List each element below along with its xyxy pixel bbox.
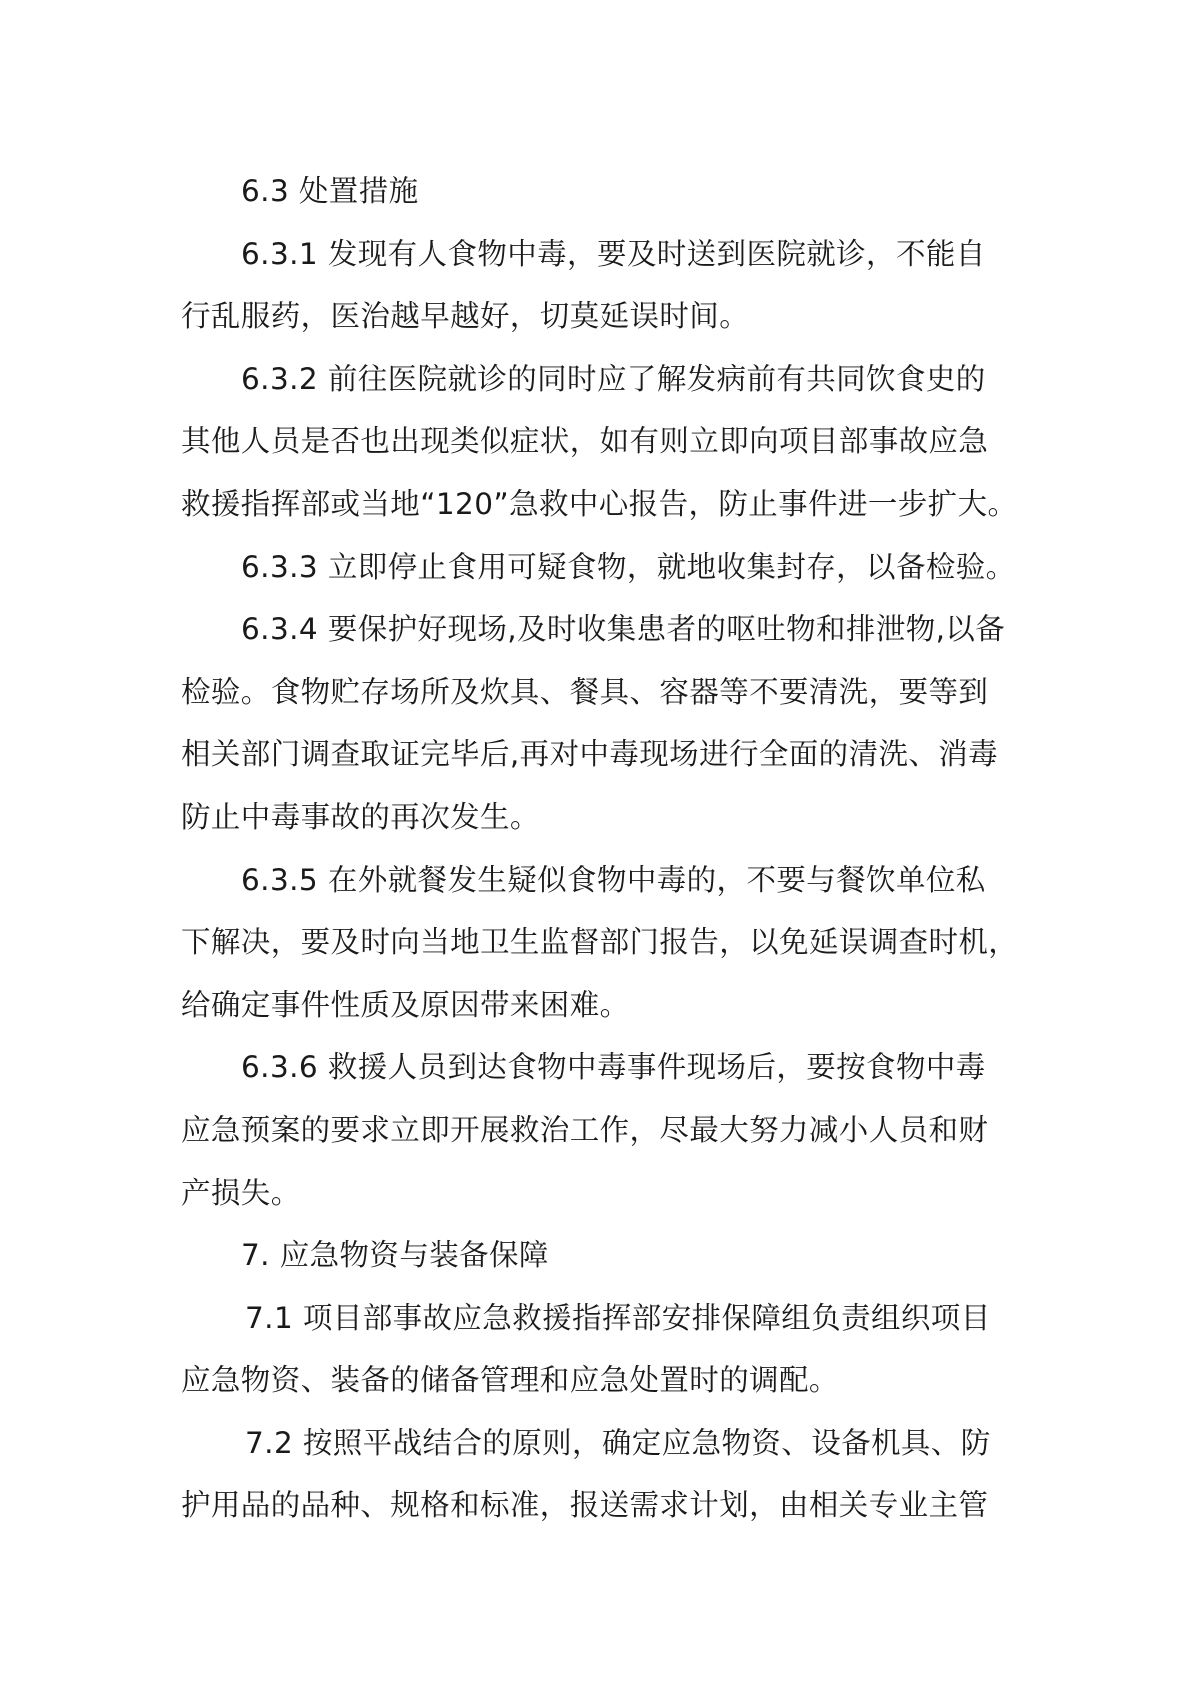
paragraph-line: 救援指挥部或当地“120”急救中心报告，防止事件进一步扩大。 bbox=[181, 486, 1018, 521]
paragraph-line: 应急物资、装备的储备管理和应急处置时的调配。 bbox=[181, 1363, 839, 1398]
document-body bbox=[181, 160, 1041, 1537]
paragraph-line: 下解决，要及时向当地卫生监督部门报告，以免延误调查时机， bbox=[181, 925, 1019, 960]
paragraph-line: 行乱服药，医治越早越好，切莫延误时间。 bbox=[181, 299, 750, 334]
paragraph-line: 7.2 按照平战结合的原则，确定应急物资、设备机具、防 bbox=[245, 1425, 991, 1460]
paragraph-line: 检验。食物贮存场所及炊具、餐具、容器等不要清洗，要等到 bbox=[181, 674, 989, 709]
paragraph-line: 6.3.6 救援人员到达食物中毒事件现场后，要按食物中毒 bbox=[241, 1050, 986, 1085]
paragraph-line: 6.3.3 立即停止食用可疑食物，就地收集封存，以备检验。 bbox=[241, 549, 1016, 584]
section-heading-6-3: 6.3 处置措施 bbox=[241, 174, 419, 208]
paragraph-line: 6.3.2 前往医院就诊的同时应了解发病前有共同饮食史的 bbox=[241, 361, 986, 396]
paragraph-line: 给确定事件性质及原因带来困难。 bbox=[181, 987, 630, 1022]
paragraph-line: 6.3.1 发现有人食物中毒，要及时送到医院就诊，不能自 bbox=[241, 236, 986, 271]
section-heading-7: 7. 应急物资与装备保障 bbox=[241, 1238, 549, 1273]
paragraph-line: 应急预案的要求立即开展救治工作，尽最大努力减小人员和财 bbox=[181, 1112, 989, 1147]
paragraph-line: 相关部门调查取证完毕后,再对中毒现场进行全面的清洗、消毒 bbox=[181, 737, 999, 772]
paragraph-line: 护用品的品种、规格和标准，报送需求计划，由相关专业主管 bbox=[181, 1488, 989, 1523]
paragraph-line: 产损失。 bbox=[181, 1175, 301, 1210]
paragraph-line: 6.3.5 在外就餐发生疑似食物中毒的，不要与餐饮单位私 bbox=[241, 862, 986, 897]
paragraph-line: 6.3.4 要保护好现场,及时收集患者的呕吐物和排泄物,以备 bbox=[241, 612, 1006, 647]
paragraph-line: 7.1 项目部事故应急救援指挥部安排保障组负责组织项目 bbox=[245, 1300, 991, 1335]
paragraph-line: 防止中毒事故的再次发生。 bbox=[181, 799, 540, 834]
paragraph-line: 其他人员是否也出现类似症状，如有则立即向项目部事故应急 bbox=[181, 424, 989, 459]
